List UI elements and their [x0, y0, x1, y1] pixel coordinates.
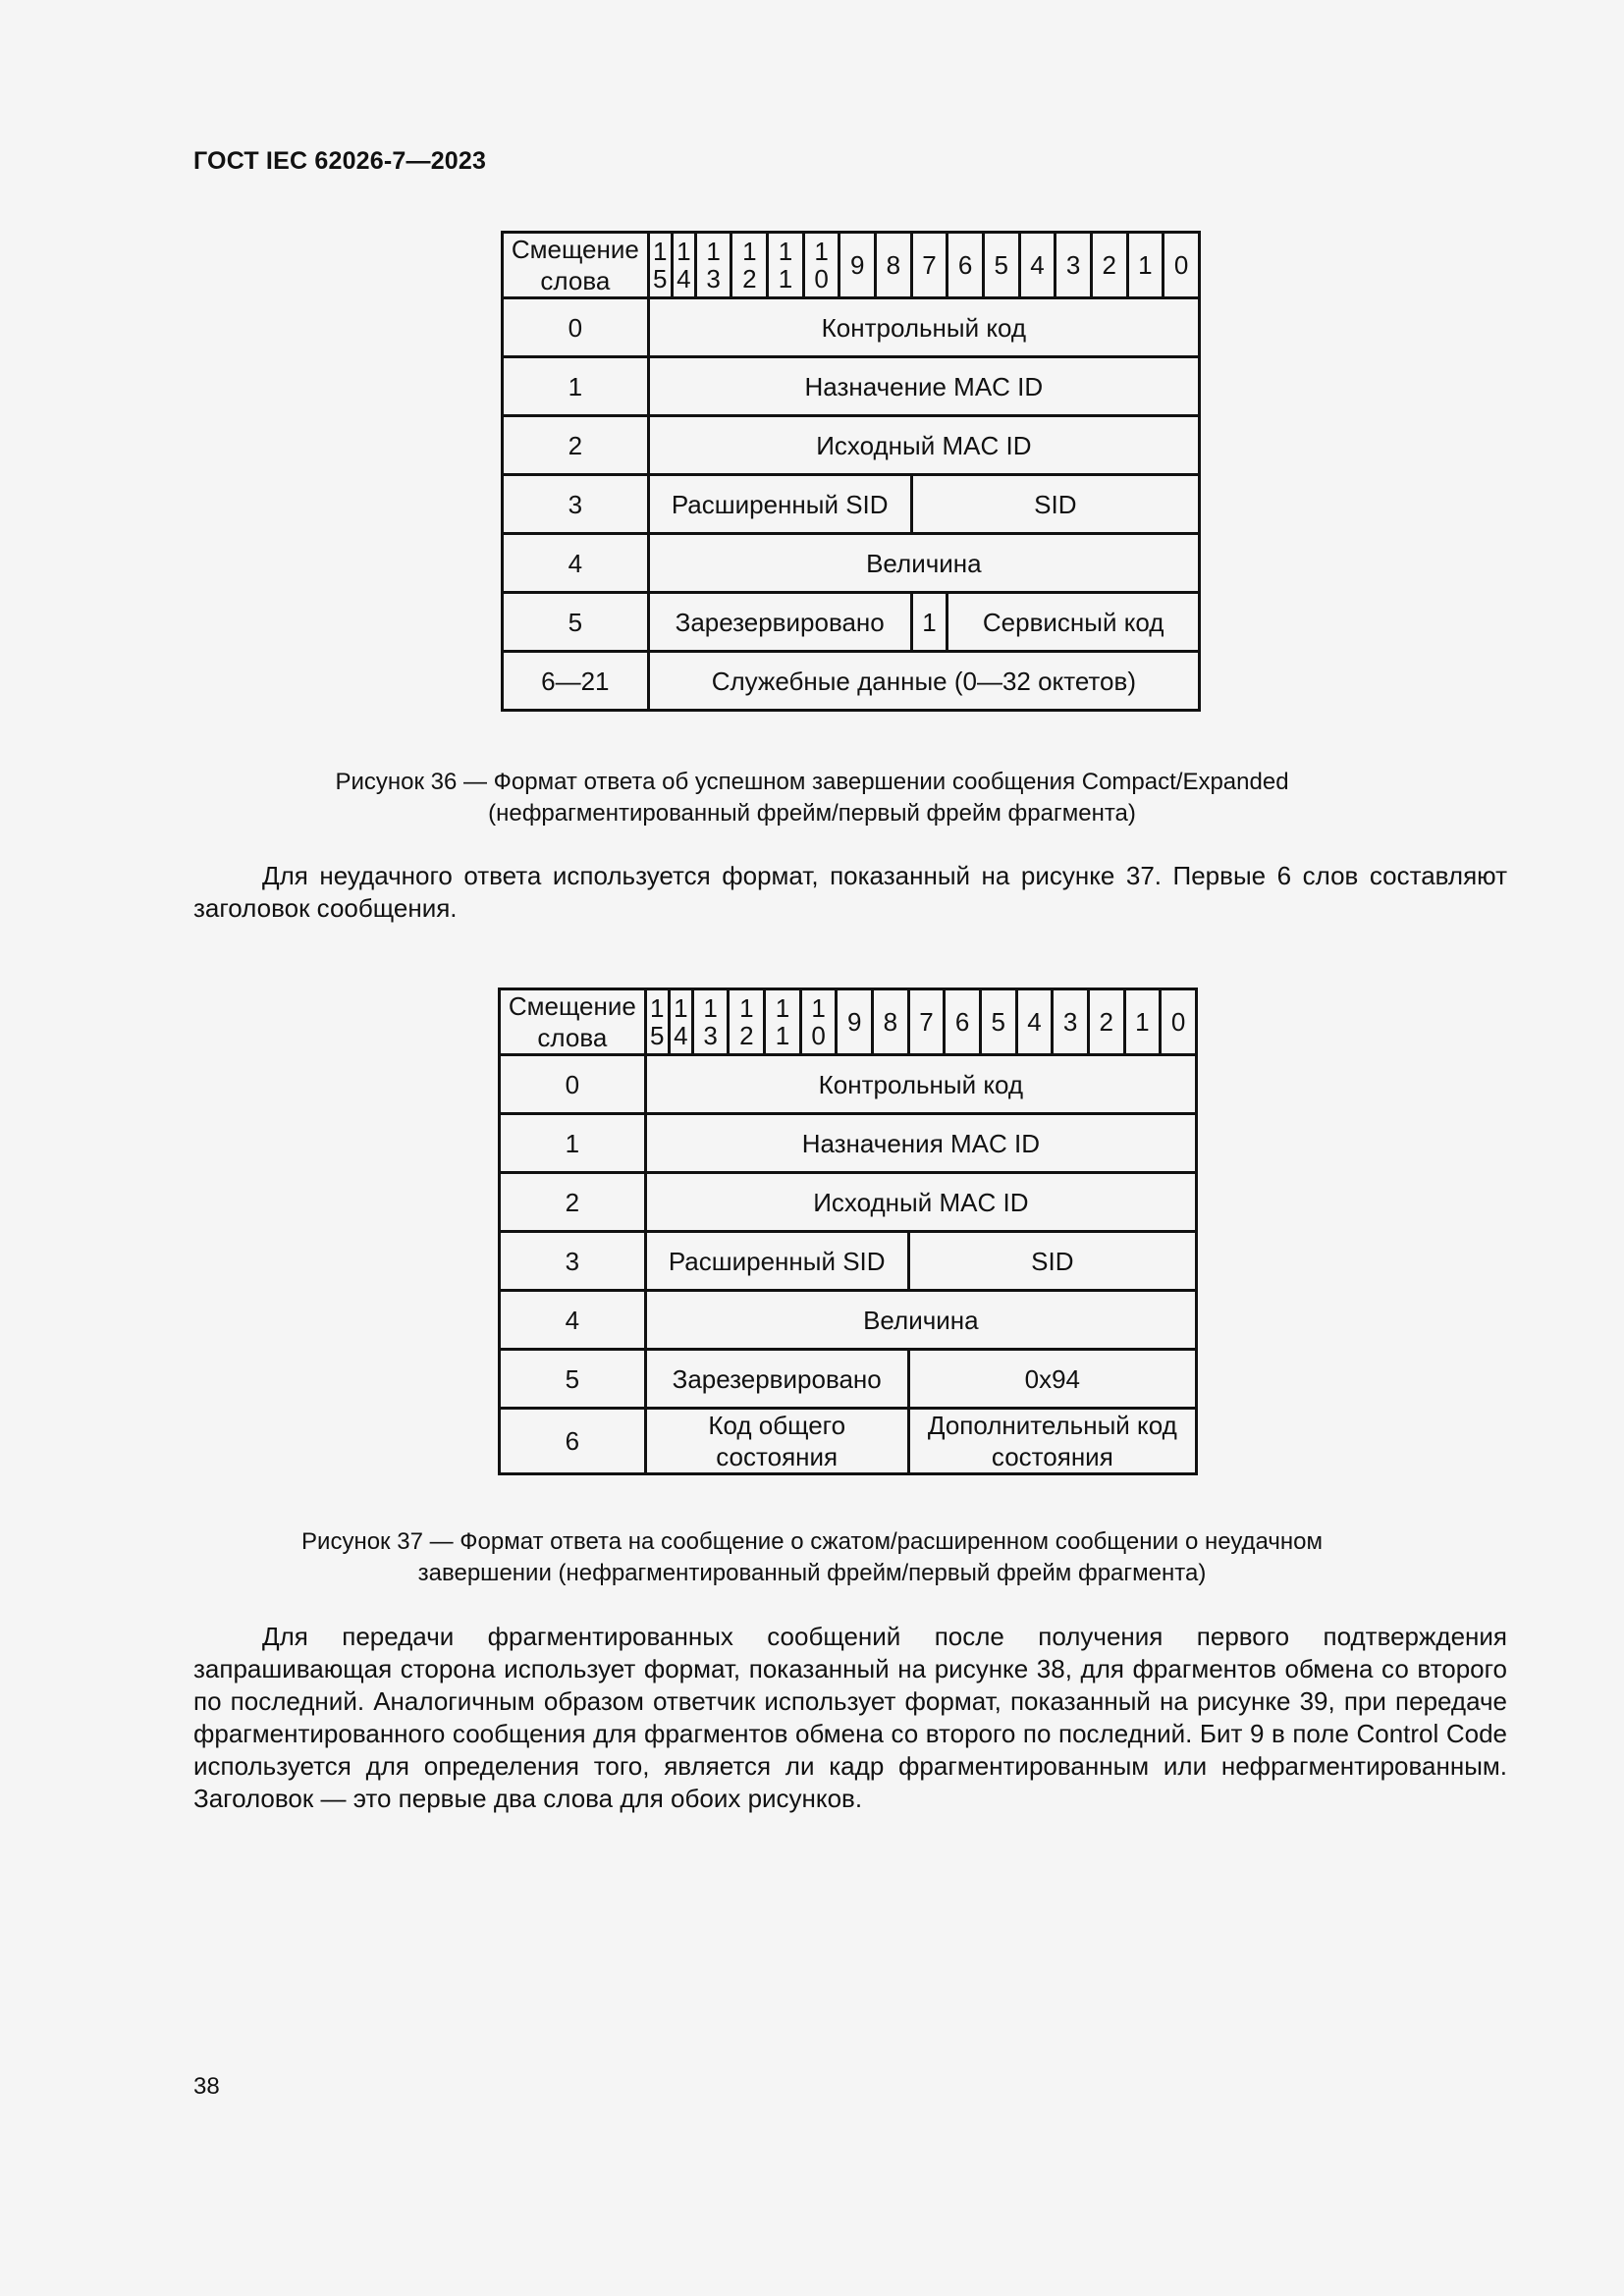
field-cell: Контрольный код	[645, 1055, 1196, 1114]
field-cell: Служебные данные (0—32 октетов)	[648, 652, 1199, 711]
offset-cell: 4	[500, 1291, 646, 1350]
field-cell: Исходный MAC ID	[645, 1173, 1196, 1232]
field-cell: SID	[908, 1232, 1196, 1291]
table-row	[500, 1409, 1197, 1474]
offset-cell: 1	[500, 1114, 646, 1173]
field-cell: 1	[911, 593, 947, 652]
field-cell: Дополнительный код состояния	[908, 1409, 1196, 1474]
bit-2-header: 2	[1088, 989, 1124, 1055]
bit-12-header: 1 2	[729, 989, 765, 1055]
bit-0-header: 0	[1164, 233, 1200, 298]
bit-3-header: 3	[1056, 233, 1092, 298]
bit-9-header: 9	[837, 989, 873, 1055]
offset-header: Смещение слова	[503, 233, 649, 298]
bit-15-header: 1 5	[645, 989, 669, 1055]
bit-10-header: 1 0	[800, 989, 837, 1055]
table-row	[500, 1114, 1197, 1173]
offset-cell: 3	[503, 475, 649, 534]
bit-14-header: 1 4	[672, 233, 695, 298]
field-cell: Зарезервировано	[648, 593, 911, 652]
field-cell: Зарезервировано	[645, 1350, 908, 1409]
page-number: 38	[193, 2073, 220, 2100]
bit-5-header: 5	[983, 233, 1019, 298]
field-cell: 0x94	[908, 1350, 1196, 1409]
bit-12-header: 1 2	[731, 233, 768, 298]
offset-cell: 5	[500, 1350, 646, 1409]
field-cell: Контрольный код	[648, 298, 1199, 357]
bit-15-header: 1 5	[648, 233, 672, 298]
bit-1-header: 1	[1127, 233, 1164, 298]
bit-7-header: 7	[908, 989, 945, 1055]
offset-cell: 4	[503, 534, 649, 593]
bit-2-header: 2	[1091, 233, 1127, 298]
offset-cell: 3	[500, 1232, 646, 1291]
bit-5-header: 5	[980, 989, 1016, 1055]
table-row	[503, 475, 1200, 534]
bit-14-header: 1 4	[669, 989, 692, 1055]
field-cell: Назначение MAC ID	[648, 357, 1199, 416]
offset-cell: 6—21	[503, 652, 649, 711]
bit-8-header: 8	[876, 233, 912, 298]
field-cell: Величина	[645, 1291, 1196, 1350]
figure-37-caption: Рисунок 37 — Формат ответа на сообщение о сжатом/расширенном сообщении о неудачном завершении (нефрагментированный фрейм/первый фрейм фрагмента)	[301, 1528, 1323, 1586]
offset-cell: 2	[503, 416, 649, 475]
bit-6-header: 6	[945, 989, 981, 1055]
figure-37-table	[498, 988, 1198, 1475]
field-cell: Расширенный SID	[645, 1232, 908, 1291]
offset-cell: 0	[500, 1055, 646, 1114]
bit-6-header: 6	[947, 233, 984, 298]
table-row	[503, 593, 1200, 652]
table-row	[503, 416, 1200, 475]
field-cell: Код общего состояния	[645, 1409, 908, 1474]
paragraph: Для неудачного ответа используется формат, показанный на рисунке 37. Первые 6 слов составляют заголовок сообщения.	[193, 861, 1507, 923]
table-row	[503, 652, 1200, 711]
bit-4-header: 4	[1016, 989, 1053, 1055]
bit-11-header: 1 1	[768, 233, 804, 298]
offset-cell: 5	[503, 593, 649, 652]
field-cell: Исходный MAC ID	[648, 416, 1199, 475]
document-header: ГОСТ IEC 62026-7—2023	[193, 147, 487, 175]
table-row	[503, 357, 1200, 416]
offset-cell: 1	[503, 357, 649, 416]
figure-36-table	[501, 231, 1201, 712]
bit-4-header: 4	[1019, 233, 1056, 298]
bit-13-header: 1 3	[695, 233, 731, 298]
table-row	[503, 298, 1200, 357]
bit-1-header: 1	[1124, 989, 1161, 1055]
field-cell: Назначения MAC ID	[645, 1114, 1196, 1173]
bit-13-header: 1 3	[692, 989, 729, 1055]
table-row	[500, 1350, 1197, 1409]
bit-10-header: 1 0	[803, 233, 839, 298]
bit-9-header: 9	[839, 233, 876, 298]
table-row	[500, 1232, 1197, 1291]
bit-11-header: 1 1	[765, 989, 801, 1055]
field-cell: SID	[911, 475, 1199, 534]
bit-7-header: 7	[911, 233, 947, 298]
table-row	[503, 534, 1200, 593]
bit-8-header: 8	[873, 989, 909, 1055]
offset-cell: 0	[503, 298, 649, 357]
bit-0-header: 0	[1161, 989, 1197, 1055]
figure-36-caption: Рисунок 36 — Формат ответа об успешном завершении сообщения Compact/Expanded (нефрагментированный фрейм/первый фрейм фрагмента)	[335, 769, 1289, 827]
table-row	[500, 1173, 1197, 1232]
table-row	[500, 1055, 1197, 1114]
field-cell: Величина	[648, 534, 1199, 593]
bit-3-header: 3	[1053, 989, 1089, 1055]
offset-cell: 6	[500, 1409, 646, 1474]
paragraph: Для передачи фрагментированных сообщений после получения первого подтверждения запрашивающая сторона использует формат, показанный на рисунке 38, для фрагментов обмена со второго по последний. Аналогичным образом ответчик использует формат, показанный на рисунке 39, при передаче фрагментированного сообщения для фрагментов обмена со второго по последний. Бит 9 в поле Control Code используется для определения того, является ли кадр фрагментированным или нефрагментированным. Заголовок — это первые два слова для обоих рисунков.	[193, 1622, 1507, 1813]
field-cell: Расширенный SID	[648, 475, 911, 534]
table-row	[500, 1291, 1197, 1350]
offset-header: Смещение слова	[500, 989, 646, 1055]
field-cell: Сервисный код	[947, 593, 1200, 652]
offset-cell: 2	[500, 1173, 646, 1232]
